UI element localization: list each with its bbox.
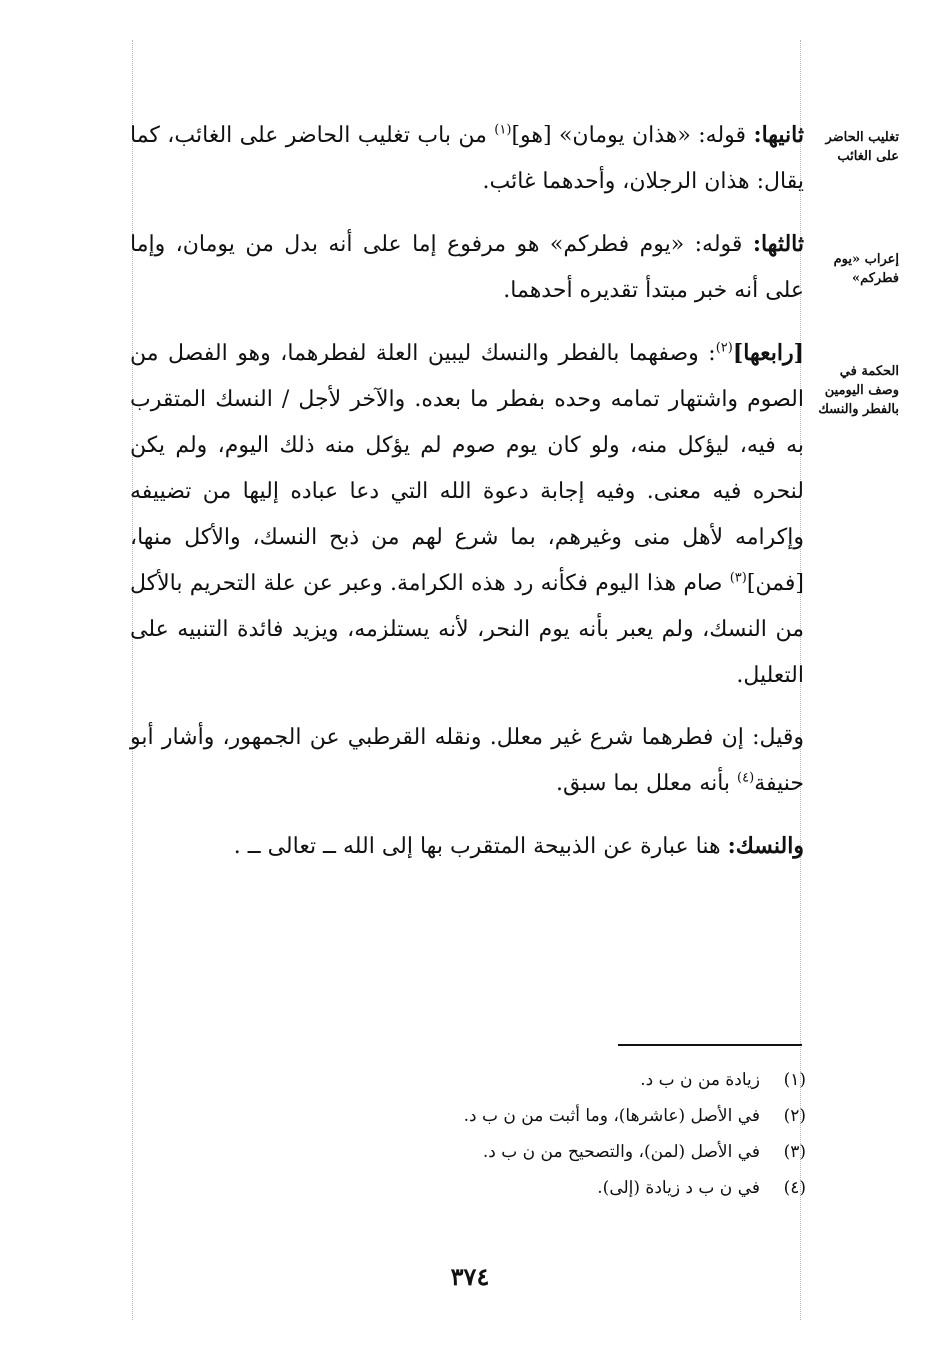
margin-note-2: إعراب «يوم فطركم» (833, 252, 899, 286)
footnote-number: (٢) (783, 1106, 806, 1126)
footnote-separator (618, 1044, 802, 1046)
paragraph-text: قوله: «يوم فطركم» هو مرفوع إما على أنه بدل من يومان، وإما على أنه خبر مبتدأ تقديره أحدهما. (130, 232, 804, 303)
footnote-text: زيادة من ن ب د. (640, 1070, 760, 1090)
footnote-ref: (٢) (715, 340, 733, 356)
footnote-ref: (١) (494, 122, 512, 138)
footnote-number: (٤) (783, 1178, 806, 1198)
paragraph-lead: ثالثها: (752, 231, 804, 257)
paragraph-text: هنا عبارة عن الذبيحة المتقرب بها إلى الله ــ تعالى ــ . (233, 834, 728, 859)
footnote-ref: (٤) (737, 770, 755, 786)
footnote (300, 1170, 806, 1206)
margin-note-3: الحكمة في وصف اليومين بالفطر والنسك (818, 364, 899, 417)
footnotes (300, 1062, 806, 1206)
paragraph-3 (130, 330, 804, 699)
footnote (300, 1098, 806, 1134)
paragraph-4 (130, 715, 804, 807)
page-number: ٣٧٤ (450, 1262, 490, 1291)
paragraph-text: قوله: «هذان يومان» [هو] (511, 123, 754, 148)
footnote-number: (١) (783, 1070, 806, 1090)
footnote-text: في ن ب د زيادة (إلى). (597, 1178, 760, 1198)
paragraph-text: بأنه معلل بما سبق. (556, 771, 738, 796)
footnote (300, 1134, 806, 1170)
paragraph-text: صام هذا اليوم فكأنه رد هذه الكرامة. وعبر عن علة التحريم بالأكل من النسك، ولم يعبر بأنه يوم النحر، لأنه يستلزمه، ويزيد فائدة التنبيه على التعليل. (130, 571, 804, 688)
paragraph-2 (130, 221, 804, 314)
footnote-text: في الأصل (عاشرها)، وما أثبت من ن ب د. (463, 1106, 760, 1126)
paragraph-lead: والنسك: (727, 833, 804, 859)
paragraph-lead: [رابعها] (732, 340, 804, 366)
paragraph-text: من باب تغليب الحاضر على الغائب، كما يقال: هذان الرجلان، وأحدهما غائب. (130, 123, 804, 194)
footnote-number: (٣) (783, 1142, 806, 1162)
paragraph-text: : وصفهما بالفطر والنسك ليبين العلة لفطرهما، وهو الفصل من الصوم واشتهار تمامه وحده بفطر ما بعده. والآخر لأجل / النسك المتقرب به فيه، ليؤكل منه، ولو كان يوم صوم لم يؤكل منه ذلك اليوم، ولم يكن لنحره فيه معنى. وفيه إجابة دعوة الله التي دعا عباده إليها من تضييفه وإكرامه لأهل منى وغيرهم، بما شرع لهم من ذبح النسك، والأكل منها، [فمن] (130, 341, 804, 596)
footnote (300, 1062, 806, 1098)
paragraph-5 (130, 823, 804, 870)
margin-note-1: تغليب الحاضر على الغائب (825, 130, 899, 164)
footnote-ref: (٣) (729, 570, 747, 586)
paragraph-text: وقيل: إن فطرهما شرع غير معلل. ونقله القرطبي عن الجمهور، وأشار أبو حنيفة (130, 725, 804, 796)
footnote-text: في الأصل (لمن)، والتصحيح من ن ب د. (482, 1142, 760, 1162)
paragraph-lead: ثانيها: (753, 122, 805, 148)
main-text (130, 112, 804, 870)
paragraph-1 (130, 112, 804, 205)
